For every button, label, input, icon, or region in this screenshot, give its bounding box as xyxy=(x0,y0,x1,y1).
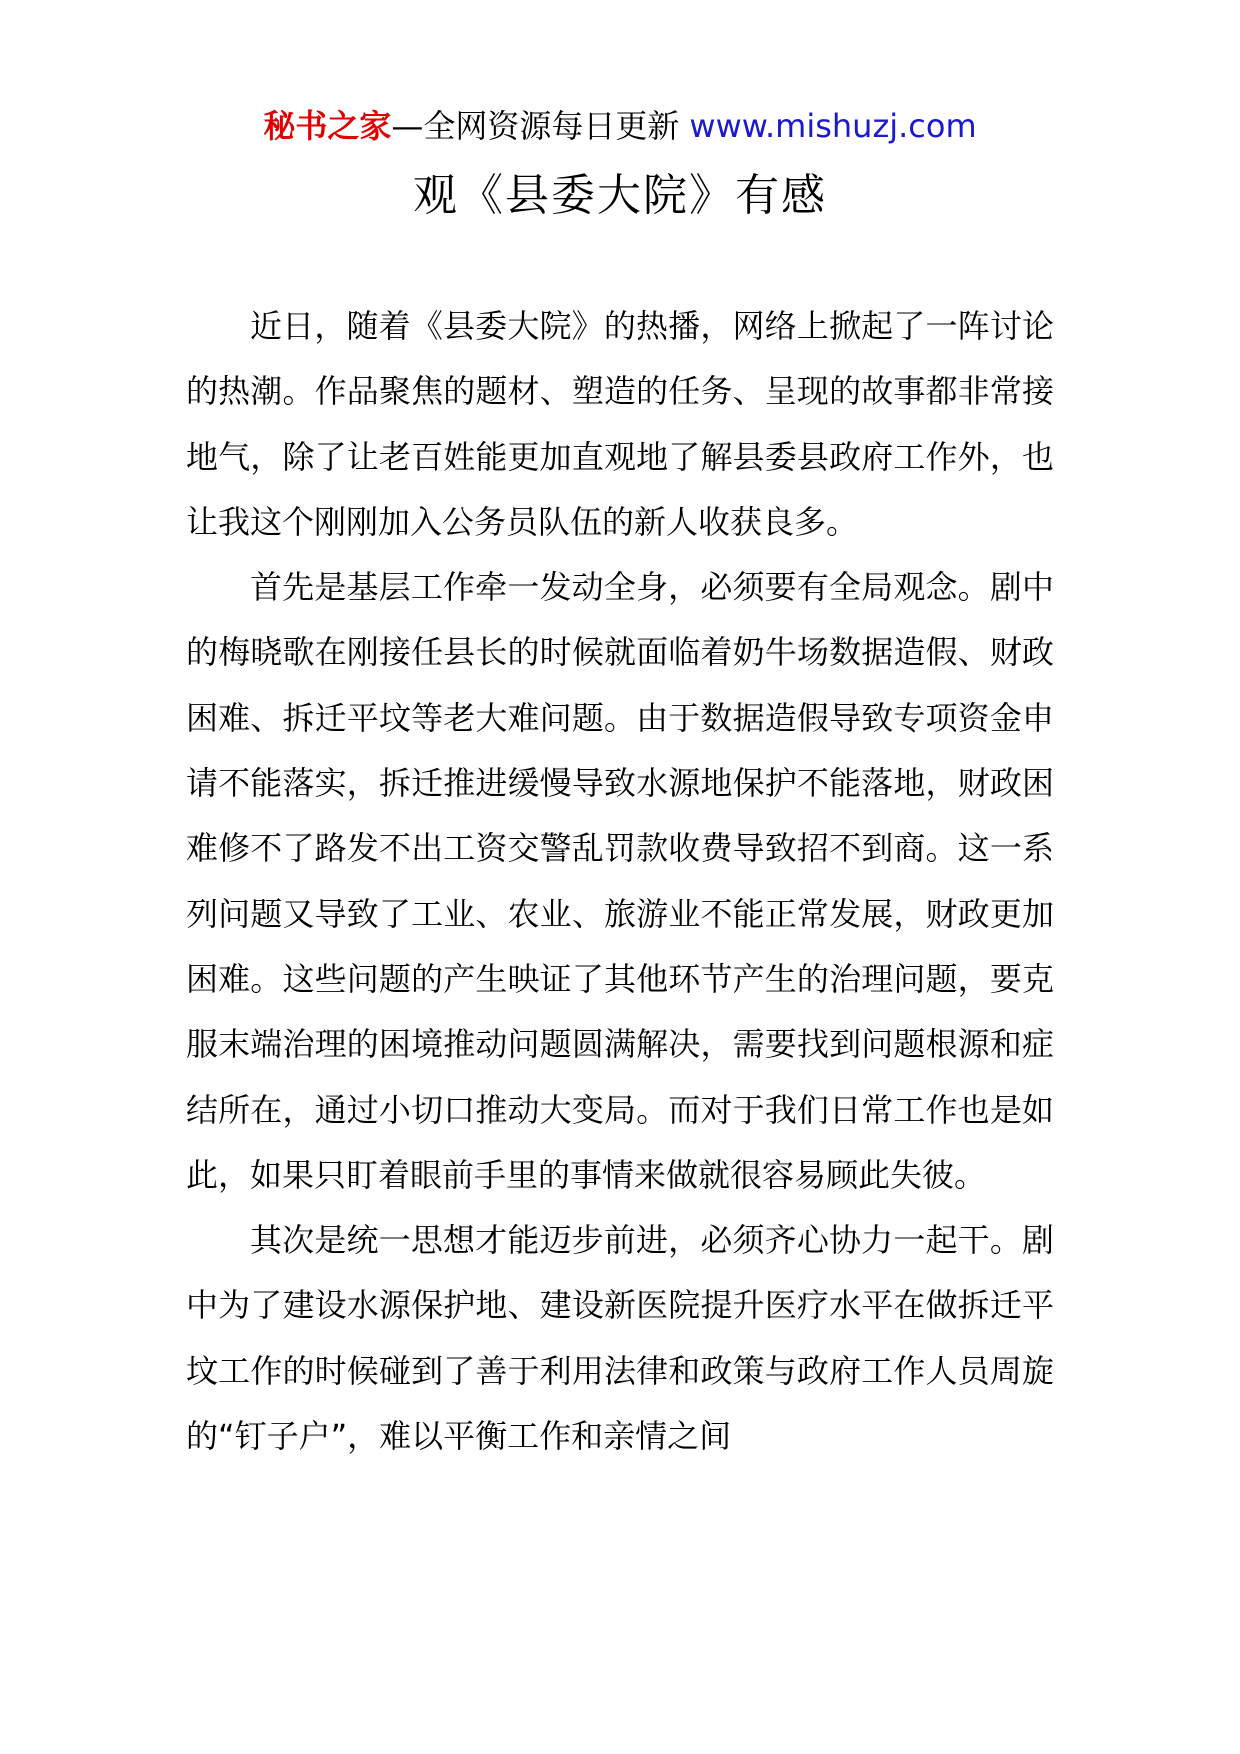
document-title: 观《县委大院》有感 xyxy=(413,170,827,221)
site-header xyxy=(0,104,1240,148)
site-url[interactable]: www.mishuzj.com xyxy=(689,107,977,145)
paragraph-3: 其次是统一思想才能迈步前进，必须齐心协力一起干。剧中为了建设水源保护地、建设新医院提升医疗水平在做拆迁平坟工作的时候碰到了善于利用法律和政策与政府工作人员周旋的“钉子户”，难以平衡工作和亲情之间 xyxy=(186,1221,1054,1456)
paragraph-2: 首先是基层工作牵一发动全身，必须要有全局观念。剧中的梅晓歌在刚接任县长的时候就面临着奶牛场数据造假、财政困难、拆迁平坟等老大难问题。由于数据造假导致专项资金申请不能落实，拆迁推进缓慢导致水源地保护不能落地，财政困难修不了路发不出工资交警乱罚款收费导致招不到商。这一系列问题又导致了工业、农业、旅游业不能正常发展，财政更加困难。这些问题的产生映证了其他环节产生的治理问题，要克服末端治理的困境推动问题圆满解决，需要找到问题根源和症结所在，通过小切口推动大变局。而对于我们日常工作也是如此，如果只盯着眼前手里的事情来做就很容易顾此失彼。 xyxy=(186,568,1054,1194)
paragraph-1: 近日，随着《县委大院》的热播，网络上掀起了一阵讨论的热潮。作品聚焦的题材、塑造的任务、呈现的故事都非常接地气，除了让老百姓能更加直观地了解县委县政府工作外，也让我这个刚刚加入公务员队伍的新人收获良多。 xyxy=(186,307,1054,541)
site-slogan: —全网资源每日更新 xyxy=(391,107,680,145)
site-brand: 秘书之家 xyxy=(263,107,392,145)
document-body xyxy=(186,294,1054,1469)
